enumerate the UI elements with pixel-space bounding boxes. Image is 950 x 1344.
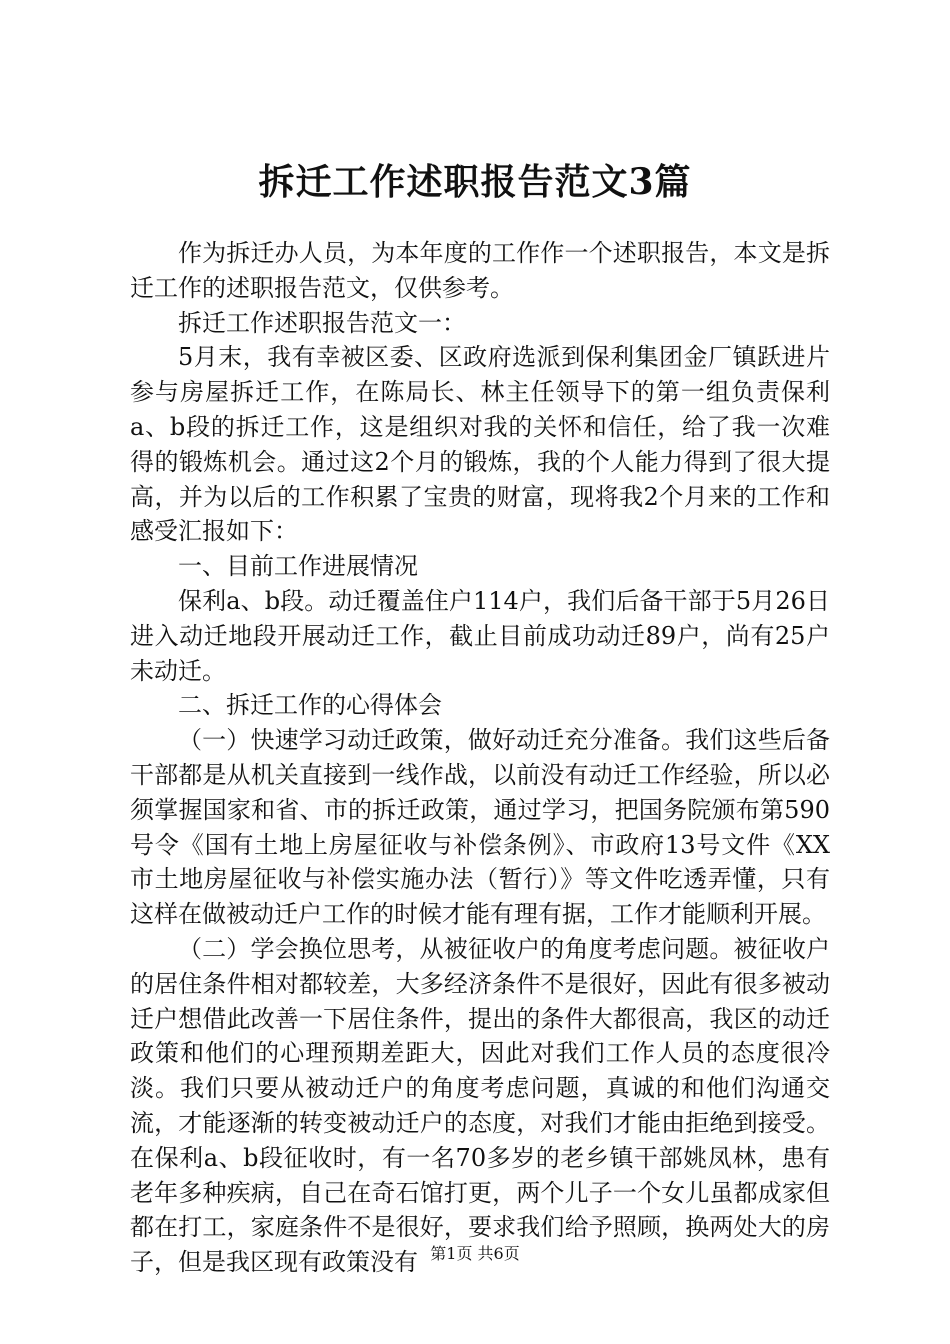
paragraph: （一）快速学习动迁政策，做好动迁充分准备。我们这些后备干部都是从机关直接到一线作战，以前没有动迁工作经验，所以必须掌握国家和省、市的拆迁政策，通过学习，把国务院颁布第590号令《国有土地上房屋征收与补偿条例》、市政府13号文件《XX市土地房屋征收与补偿实施办法（暂行）》等文件吃透弄懂，只有这样在做被动迁户工作的时候才能有理有据，工作才能顺利开展。 — [130, 726, 830, 929]
document-title: 拆迁工作述职报告范文3篇 — [258, 161, 692, 203]
page-footer: 第1页 共6页 — [430, 1244, 520, 1263]
paragraph: 保利a、b段。动迁覆盖住户114户，我们后备干部于5月26日进入动迁地段开展动迁工作，截止目前成功动迁89户，尚有25户未动迁。 — [130, 586, 830, 685]
document-body — [130, 236, 830, 1280]
paragraph: （二）学会换位思考，从被征收户的角度考虑问题。被征收户的居住条件相对都较差，大多经济条件不是很好，因此有很多被动迁户想借此改善一下居住条件，提出的条件大都很高，我区的动迁政策和他们的心理预期差距大，因此对我们工作人员的态度很冷淡。我们只要从被动迁户的角度考虑问题，真诚的和他们沟通交流，才能逐渐的转变被动迁户的态度，对我们才能由拒绝到接受。在保利a、b段征收时，有一名70多岁的老乡镇干部姚凤林，患有老年多种疾病，自己在奇石馆打更，两个儿子一个女儿虽都成家但都在打工，家庭条件不是很好，要求我们给予照顾，换两处大的房子，但是我区现有政策没有 — [130, 934, 830, 1277]
paragraph-intro: 作为拆迁办人员，为本年度的工作作一个述职报告，本文是拆迁工作的述职报告范文，仅供参考。 — [130, 239, 830, 302]
paragraph: 5月末，我有幸被区委、区政府选派到保利集团金厂镇跃进片参与房屋拆迁工作，在陈局长、林主任领导下的第一组负责保利a、b段的拆迁工作，这是组织对我的关怀和信任，给了我一次难得的锻炼机会。通过这2个月的锻炼，我的个人能力得到了很大提高，并为以后的工作积累了宝贵的财富，现将我2个月来的工作和感受汇报如下： — [130, 343, 830, 546]
section-heading: 二、拆迁工作的心得体会 — [178, 691, 442, 720]
section-heading: 拆迁工作述职报告范文一： — [178, 308, 466, 337]
section-heading: 一、目前工作进展情况 — [178, 552, 418, 581]
